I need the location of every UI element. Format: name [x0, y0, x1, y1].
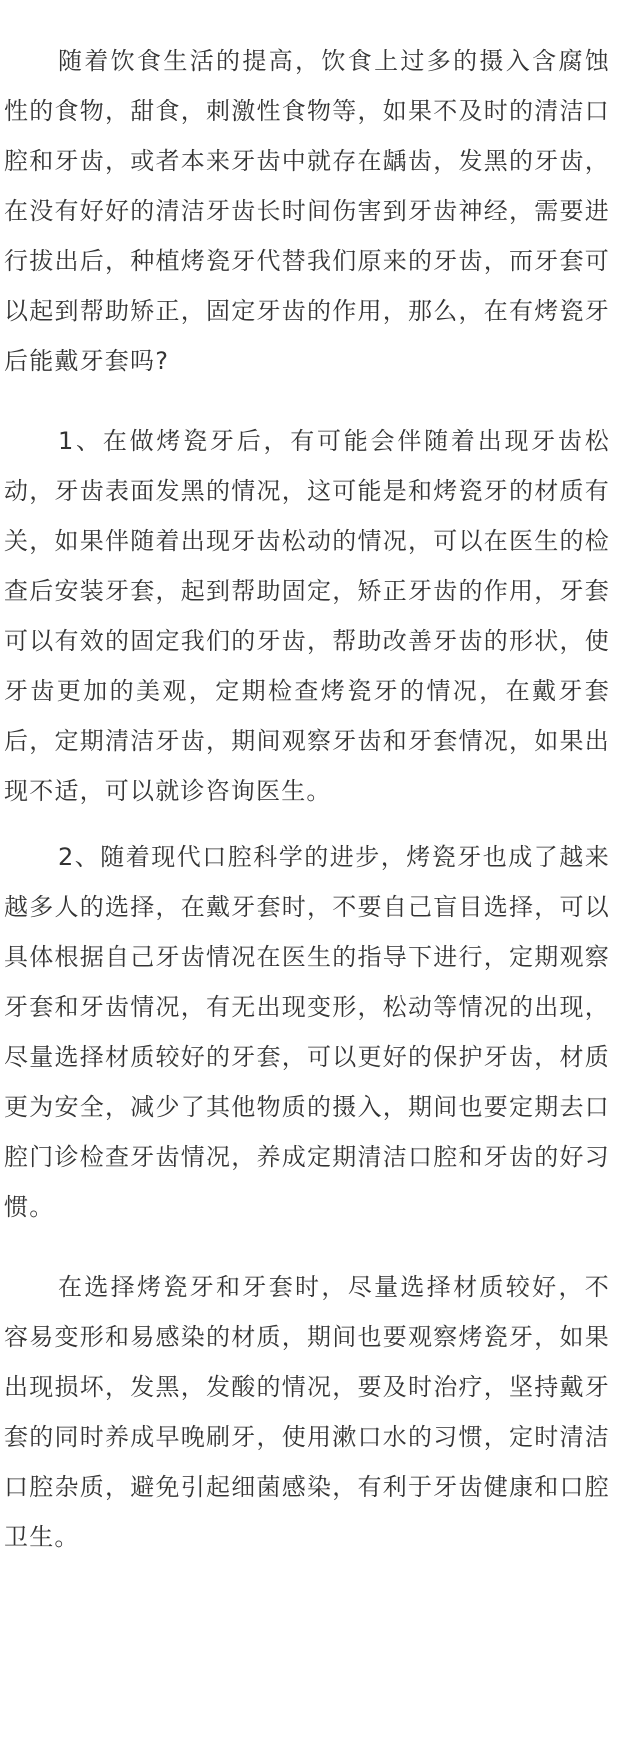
point-one-paragraph: 1、在做烤瓷牙后，有可能会伴随着出现牙齿松动，牙齿表面发黑的情况，这可能是和烤瓷牙的材质有关，如果伴随着出现牙齿松动的情况，可以在医生的检查后安装牙套，起到帮助固定，矫正牙齿的作用，牙套可以有效的固定我们的牙齿，帮助改善牙齿的形状，使牙齿更加的美观，定期检查烤瓷牙的情况，在戴牙套后，定期清洁牙齿，期间观察牙齿和牙套情况，如果出现不适，可以就诊咨询医生。	[4, 427, 610, 805]
intro-paragraph: 随着饮食生活的提高，饮食上过多的摄入含腐蚀性的食物，甜食，刺激性食物等，如果不及时的清洁口腔和牙齿，或者本来牙齿中就存在龋齿，发黑的牙齿，在没有好好的清洁牙齿长时间伤害到牙齿神经，需要进行拔出后，种植烤瓷牙代替我们原来的牙齿，而牙套可以起到帮助矫正，固定牙齿的作用，那么，在有烤瓷牙后能戴牙套吗?	[4, 47, 610, 375]
conclusion-paragraph: 在选择烤瓷牙和牙套时，尽量选择材质较好，不容易变形和易感染的材质，期间也要观察烤瓷牙，如果出现损坏，发黑，发酸的情况，要及时治疗，坚持戴牙套的同时养成早晚刷牙，使用漱口水的习惯，定时清洁口腔杂质，避免引起细菌感染，有利于牙齿健康和口腔卫生。	[4, 1273, 610, 1551]
point-two-paragraph: 2、随着现代口腔科学的进步，烤瓷牙也成了越来越多人的选择，在戴牙套时，不要自己盲目选择，可以具体根据自己牙齿情况在医生的指导下进行，定期观察牙套和牙齿情况，有无出现变形，松动等情况的出现，尽量选择材质较好的牙套，可以更好的保护牙齿，材质更为安全，减少了其他物质的摄入，期间也要定期去口腔门诊检查牙齿情况，养成定期清洁口腔和牙齿的好习惯。	[4, 843, 610, 1221]
